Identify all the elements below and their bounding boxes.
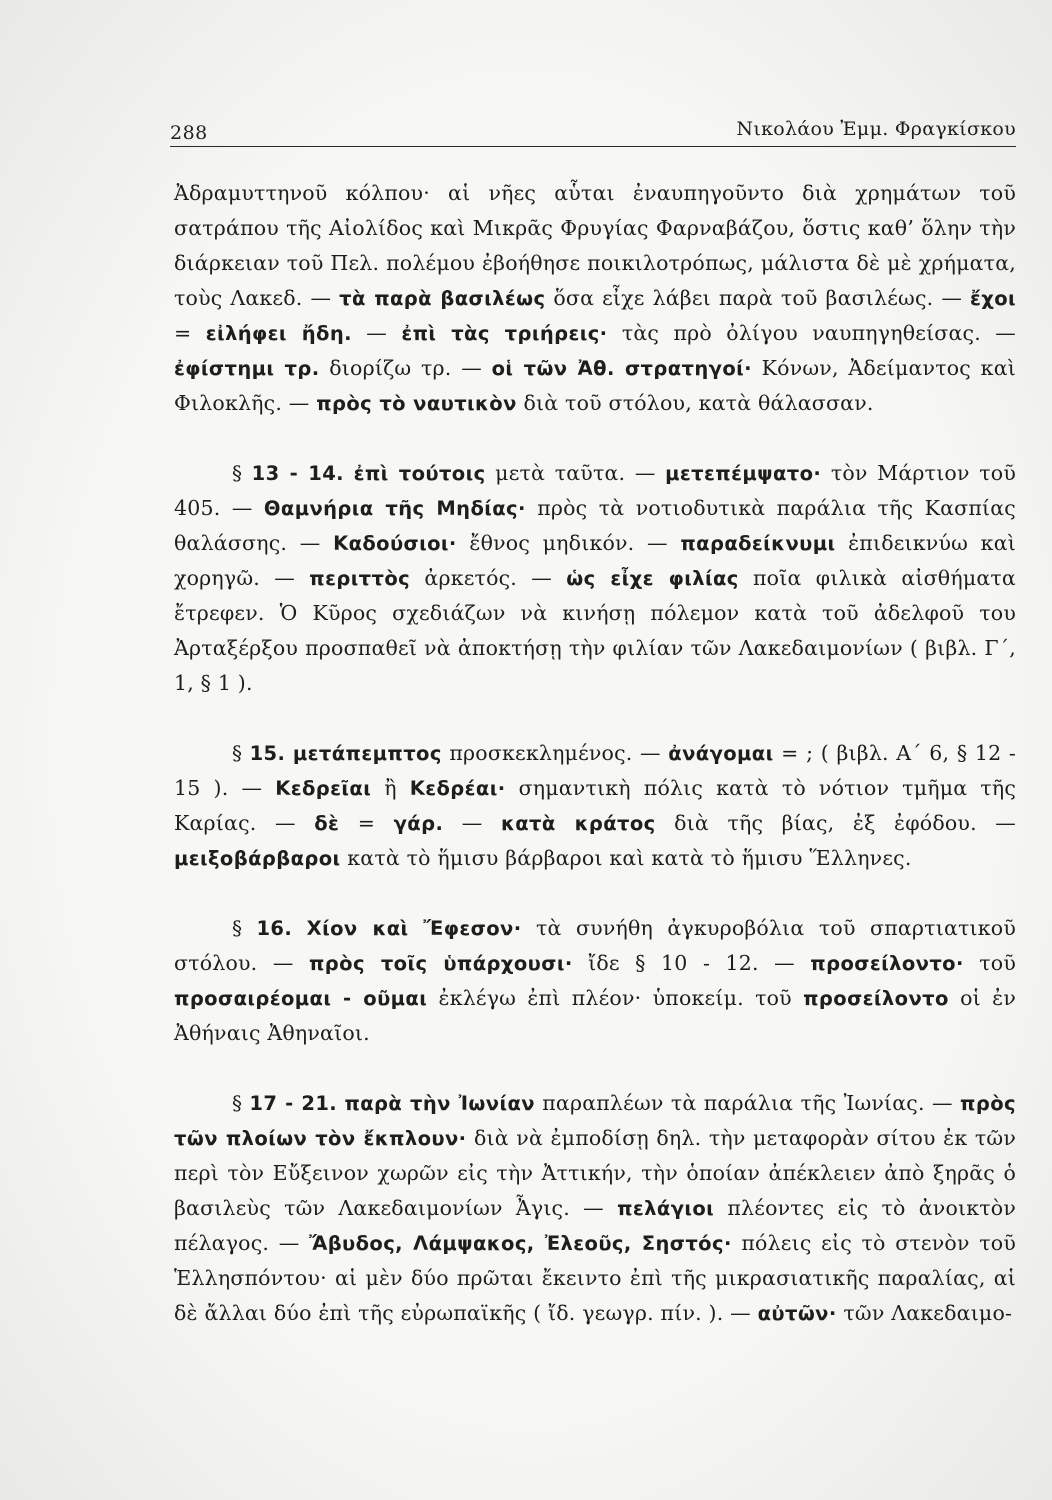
lemma-term: γάρ. bbox=[393, 812, 444, 835]
gloss-text: πρὸς τὰ νοτιοδυτικὰ παράλια τῆς Κασπίας θαλάσσης. — bbox=[174, 496, 1016, 555]
section-sign: § bbox=[232, 1091, 250, 1115]
page-number: 288 bbox=[170, 122, 208, 144]
lemma-term: πρὸς τῶν πλοίων τὸν ἔκπλουν· bbox=[174, 1092, 1016, 1150]
lemma-term: 17 - 21. bbox=[249, 1092, 338, 1115]
section-sign: § bbox=[232, 461, 252, 485]
paragraph-3 bbox=[174, 736, 1016, 876]
lemma-term: προσείλοντο bbox=[803, 987, 949, 1010]
lemma-term: 16. bbox=[256, 917, 293, 940]
lemma-term: εἰλήφει ἤδη. bbox=[205, 322, 352, 345]
gloss-text bbox=[344, 461, 354, 485]
lemma-term: παρὰ τὴν Ἰωνίαν bbox=[344, 1092, 535, 1115]
section-sign: § bbox=[232, 916, 257, 940]
lemma-term: Κεδρέαι· bbox=[409, 777, 506, 800]
gloss-text: πλέοντες εἰς τὸ ἀνοικτὸν πέλαγος. — bbox=[174, 1196, 1016, 1255]
gloss-text: ὅσα εἶχε λάβει παρὰ τοῦ βασιλέως. — bbox=[545, 286, 970, 310]
lemma-term: δὲ bbox=[314, 812, 340, 835]
gloss-text: ἴδε § 10 - 12. — bbox=[572, 951, 811, 975]
gloss-text bbox=[285, 741, 293, 765]
gloss-text: μετὰ ταῦτα. — bbox=[485, 461, 666, 485]
lemma-term: οἱ τῶν Ἀθ. στρατηγοί· bbox=[491, 357, 752, 380]
lemma-term: τὰ παρὰ βασιλέως bbox=[339, 287, 546, 310]
gloss-text: τῶν Λακεδαιμο- bbox=[836, 1301, 1013, 1325]
gloss-text: πόλεις εἰς τὸ στενὸν τοῦ Ἑλλησπόντου· αἱ μὲν δύο πρῶται ἔκειντο ἐπὶ τῆς μικρασιατικῆς παραλίας, αἱ δὲ ἄλλαι δύο ἐπὶ τῆς εὐρωπαϊκῆς ( ἴδ. γεωγρ. πίν. ). — bbox=[174, 1231, 1016, 1325]
gloss-text: τὸν Μάρτιον τοῦ 405. — bbox=[174, 461, 1016, 520]
lemma-term: 13 - 14. bbox=[251, 462, 344, 485]
gloss-text: κατὰ τὸ ἥμισυ βάρβαροι καὶ κατὰ τὸ ἥμισυ Ἕλληνες. bbox=[340, 846, 912, 870]
paragraph-gap bbox=[174, 701, 1016, 736]
paragraph-1 bbox=[174, 176, 1016, 421]
gloss-text: Κόνων, Ἀδείμαντος καὶ Φιλοκλῆς. — bbox=[174, 356, 1016, 415]
lemma-term: μετεπέμψατο· bbox=[665, 462, 822, 485]
gloss-text: ἀρκετός. — bbox=[410, 566, 567, 590]
gloss-text: ἔθνος μηδικόν. — bbox=[456, 531, 681, 555]
paragraph-5 bbox=[174, 1086, 1016, 1331]
lemma-term: πελάγιοι bbox=[617, 1197, 715, 1220]
lemma-term: περιττὸς bbox=[309, 567, 411, 590]
gloss-text: προσκεκλημένος. — bbox=[441, 741, 669, 765]
gloss-text: τὰς πρὸ ὀλίγου ναυπηγηθείσας. — bbox=[607, 321, 1016, 345]
gloss-text: σημαντικὴ πόλις κατὰ τὸ νότιον τμῆμα τῆς Καρίας. — bbox=[174, 776, 1017, 835]
lemma-term: Θαμνήρια τῆς Μηδίας· bbox=[263, 497, 526, 520]
page-header bbox=[170, 98, 1016, 147]
lemma-term: ἐπὶ τὰς τριήρεις· bbox=[401, 322, 608, 345]
paragraph-gap bbox=[174, 1051, 1016, 1086]
gloss-text: — bbox=[443, 811, 501, 835]
paragraph-gap bbox=[174, 876, 1016, 911]
lemma-term: προσείλοντο· bbox=[810, 952, 964, 975]
paragraph-4 bbox=[174, 911, 1016, 1051]
gloss-text: = ; ( βιβλ. Α΄ 6, § 12 - 15 ). — bbox=[174, 741, 1016, 800]
paragraph-gap bbox=[174, 421, 1016, 456]
lemma-term: 15. bbox=[249, 742, 286, 765]
gloss-text: ποῖα φιλικὰ αἰσθήματα ἔτρεφεν. Ὁ Κῦρος σχεδιάζων νὰ κινήσῃ πόλεμον κατὰ τοῦ ἀδελφοῦ του Ἀρταξέρξου προσπαθεῖ νὰ ἀποκτήσῃ τὴν φιλίαν τῶν Λακεδαιμονίων ( βιβλ. Γ΄, 1, § 1 ). bbox=[174, 566, 1016, 695]
page-body bbox=[174, 176, 1016, 1331]
gloss-text: Ἀδραμυττηνοῦ κόλπου· αἱ νῆες αὗται ἐναυπηγοῦντο διὰ χρημάτων τοῦ σατράπου τῆς Αἰολίδος καὶ Μικρᾶς Φρυγίας Φαρναβάζου, ὅστις καθ’ ὅλην τὴν διάρκειαν τοῦ Πελ. πολέμου ἐβοήθησε ποικιλοτρόπως, μάλιστα δὲ μὲ χρήματα, τοὺς Λακεδ. — bbox=[174, 181, 1016, 310]
lemma-term: ἀνάγομαι bbox=[668, 742, 774, 765]
running-head: Νικολάου Ἐμμ. Φραγκίσκου bbox=[736, 118, 1016, 140]
gloss-text: διὰ τοῦ στόλου, κατὰ θάλασσαν. bbox=[516, 391, 874, 415]
lemma-term: πρὸς τοῖς ὑπάρχουσι· bbox=[308, 952, 573, 975]
gloss-text: = bbox=[174, 321, 206, 345]
gloss-text bbox=[292, 916, 306, 940]
section-sign: § bbox=[232, 741, 250, 765]
lemma-term: μειξοβάρβαροι bbox=[174, 847, 341, 870]
lemma-term: Κεδρεῖαι bbox=[275, 777, 372, 800]
lemma-term: Χίον καὶ Ἔφεσον· bbox=[306, 917, 522, 940]
lemma-term: μετάπεμπτος bbox=[292, 742, 442, 765]
gloss-text: τοῦ bbox=[963, 951, 1016, 975]
lemma-term: ἔχοι bbox=[969, 287, 1017, 310]
gloss-text: — bbox=[351, 321, 402, 345]
gloss-text: διὰ τῆς βίας, ἐξ ἐφόδου. — bbox=[655, 811, 1017, 835]
gloss-text: παραπλέων τὰ παράλια τῆς Ἰωνίας. — bbox=[534, 1091, 961, 1115]
gloss-text: διορίζω τρ. — bbox=[319, 356, 492, 380]
gloss-text: = bbox=[339, 811, 394, 835]
lemma-term: παραδείκνυμι bbox=[680, 532, 836, 555]
gloss-text: οἱ ἐν Ἀθήναις Ἀθηναῖοι. bbox=[174, 986, 1016, 1045]
paragraph-2 bbox=[174, 456, 1016, 701]
lemma-term: Καδούσιοι· bbox=[333, 532, 457, 555]
gloss-text: τὰ συνήθη ἀγκυροβόλια τοῦ σπαρτιατικοῦ στόλου. — bbox=[174, 916, 1017, 975]
lemma-term: ἐφίστημι τρ. bbox=[174, 357, 320, 380]
gloss-text: ἐκλέγω ἐπὶ πλέον· ὑποκείμ. τοῦ bbox=[427, 986, 804, 1010]
lemma-term: κατὰ κράτος bbox=[500, 812, 656, 835]
lemma-term: πρὸς τὸ ναυτικὸν bbox=[316, 392, 517, 415]
lemma-term: ἐπὶ τούτοις bbox=[353, 462, 486, 485]
lemma-term: αὐτῶν· bbox=[757, 1302, 837, 1325]
gloss-text: ἢ bbox=[371, 776, 410, 800]
gloss-text: ἐπιδεικνύω καὶ χορηγῶ. — bbox=[174, 531, 1016, 590]
lemma-term: Ἄβυδος, Λάμψακος, Ἐλεοῦς, Σηστός· bbox=[309, 1232, 732, 1255]
gloss-text: διὰ νὰ ἐμποδίσῃ δηλ. τὴν μεταφορὰν σίτου ἐκ τῶν περὶ τὸν Εὔξεινον χωρῶν εἰς τὴν Ἀττικήν, τὴν ὁποίαν ἀπέκλειεν ἀπὸ ξηρᾶς ὁ βασιλεὺς τῶν Λακεδαιμονίων Ἆγις. — bbox=[174, 1126, 1016, 1220]
lemma-term: ὡς εἶχε φιλίας bbox=[566, 567, 739, 590]
lemma-term: προσαιρέομαι - οῦμαι bbox=[174, 987, 428, 1010]
